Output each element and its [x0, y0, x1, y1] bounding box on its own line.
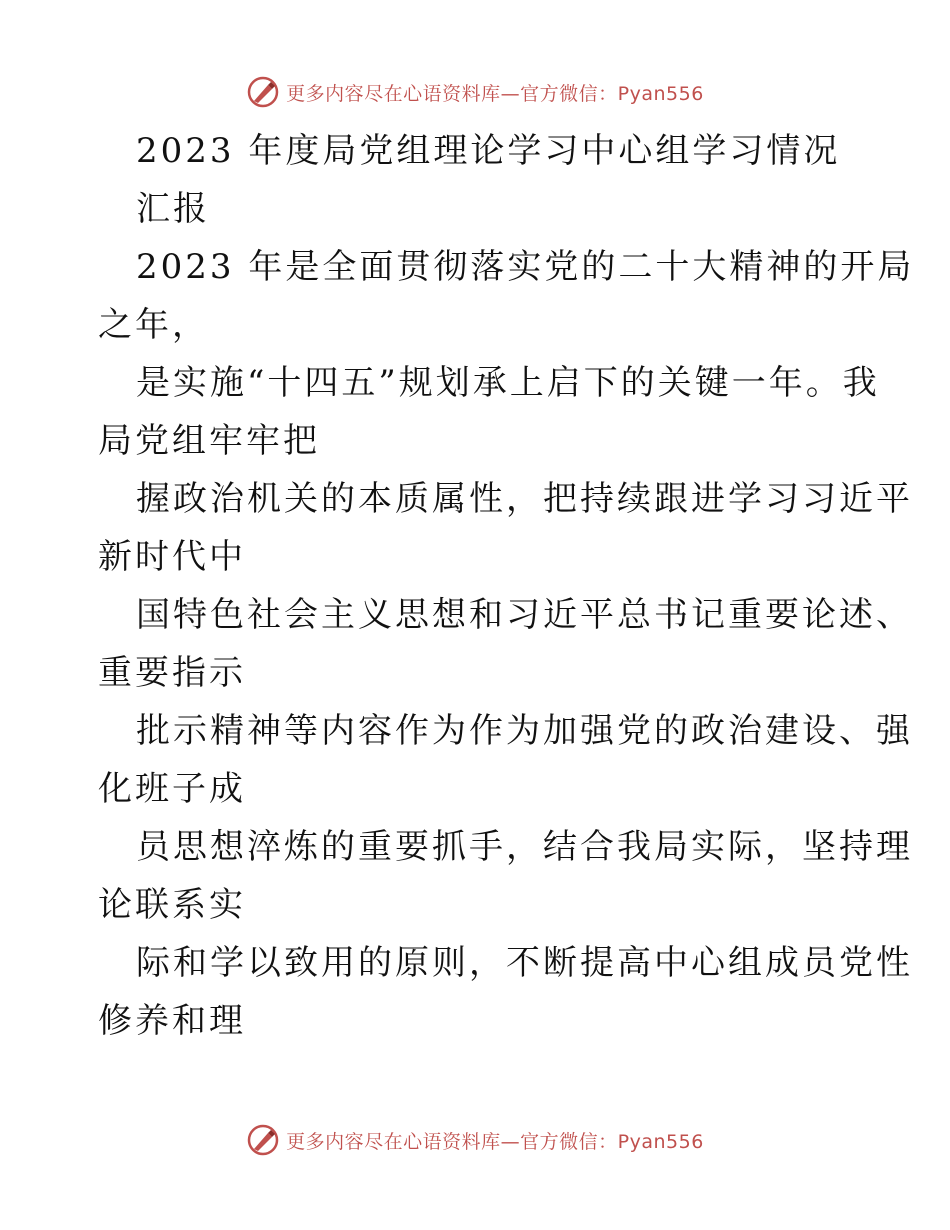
text-line: 修养和理 — [98, 1001, 246, 1041]
pen-logo-icon — [246, 1123, 280, 1157]
text-line: 2023 年是全面贯彻落实党的二十大精神的开局 — [136, 247, 915, 287]
text-line: 之年， — [98, 305, 209, 345]
document-body — [98, 122, 915, 1050]
text-line: 握政治机关的本质属性，把持续跟进学习习近平 — [136, 479, 913, 519]
text-line: 新时代中 — [98, 537, 246, 577]
text-line: 论联系实 — [98, 885, 246, 925]
pen-logo-icon — [246, 75, 280, 109]
watermark-text: 更多内容尽在心语资料库—官方微信：Pyan556 — [286, 82, 704, 105]
text-line: 是实施“十四五”规划承上启下的关键一年。我 — [136, 363, 880, 403]
text-line: 局党组牢牢把 — [98, 421, 320, 461]
footer-watermark — [0, 1120, 950, 1160]
text-line: 汇报 — [136, 189, 210, 229]
text-line: 重要指示 — [98, 653, 246, 693]
text-line: 际和学以致用的原则，不断提高中心组成员党性 — [136, 943, 913, 983]
text-line: 员思想淬炼的重要抓手，结合我局实际，坚持理 — [136, 827, 913, 867]
text-line: 2023 年度局党组理论学习中心组学习情况 — [136, 131, 841, 171]
watermark-text: 更多内容尽在心语资料库—官方微信：Pyan556 — [286, 1130, 704, 1153]
text-line: 批示精神等内容作为作为加强党的政治建设、强 — [136, 711, 913, 751]
text-line: 国特色社会主义思想和习近平总书记重要论述、 — [136, 595, 913, 635]
header-watermark — [0, 72, 950, 112]
text-line: 化班子成 — [98, 769, 246, 809]
